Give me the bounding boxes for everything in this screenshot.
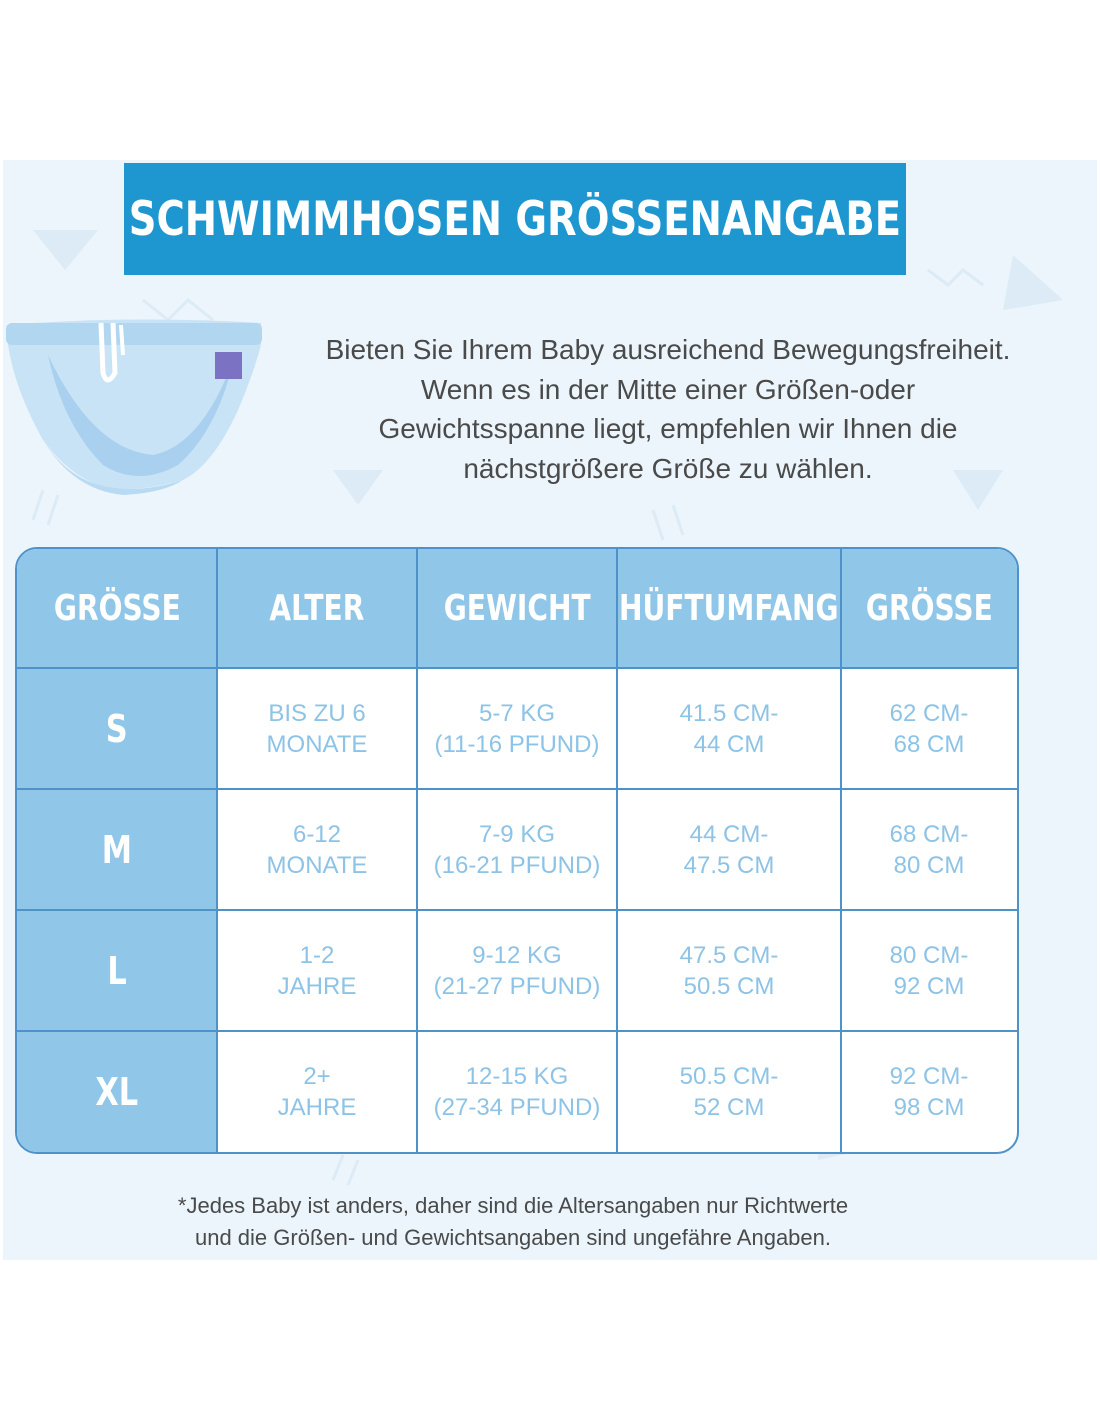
hip-cell: 41.5 CM- 44 CM	[679, 700, 779, 758]
age-cell: 2+ JAHRE	[277, 1063, 357, 1121]
swim-diaper-icon	[3, 315, 268, 495]
intro-line: Bieten Sie Ihrem Baby ausreichend Bewegungsfreiheit.	[325, 334, 1011, 365]
intro-text	[303, 330, 1033, 488]
height-cell: 62 CM- 68 CM	[889, 700, 969, 758]
header-size: GRÖSSE	[53, 587, 181, 629]
grid-line	[616, 549, 618, 1152]
page-title: SCHWIMMHOSEN GRÖSSENANGABE	[128, 191, 902, 247]
weight-cell: 7-9 KG (16-21 PFUND)	[433, 821, 601, 879]
weight-cell: 12-15 KG (27-34 PFUND)	[433, 1063, 601, 1121]
height-cell: 92 CM- 98 CM	[889, 1063, 969, 1121]
grid-line	[17, 667, 1017, 669]
size-label-xl: XL	[17, 1032, 217, 1152]
footnote-line: *Jedes Baby ist anders, daher sind die Altersangaben nur Richtwerte	[177, 1193, 849, 1218]
size-label-l: L	[17, 911, 217, 1031]
grid-line	[416, 549, 418, 1152]
grid-line	[17, 1030, 1017, 1032]
footnote-line: und die Größen- und Gewichtsangaben sind ungefähre Angaben.	[194, 1225, 831, 1250]
hip-cell: 50.5 CM- 52 CM	[679, 1063, 779, 1121]
hip-cell: 44 CM- 47.5 CM	[683, 821, 775, 879]
grid-line	[840, 549, 842, 1152]
grid-line	[216, 549, 218, 1152]
header-weight: GEWICHT	[443, 587, 591, 629]
footnote	[113, 1190, 913, 1254]
height-cell: 68 CM- 80 CM	[889, 821, 969, 879]
grid-line	[17, 788, 1017, 790]
age-cell: 1-2 JAHRE	[277, 942, 357, 1000]
age-cell: 6-12 MONATE	[266, 821, 368, 879]
height-cell: 80 CM- 92 CM	[889, 942, 969, 1000]
intro-line: Wenn es in der Mitte einer Größen-oder	[420, 373, 916, 405]
intro-line: nächstgrößere Größe zu wählen.	[463, 452, 873, 484]
age-cell: BIS ZU 6 MONATE	[266, 700, 368, 758]
weight-cell: 9-12 KG (21-27 PFUND)	[433, 942, 601, 1000]
weight-cell: 5-7 KG (11-16 PFUND)	[434, 700, 600, 758]
size-label-s: S	[17, 669, 217, 789]
size-label-m: M	[17, 790, 217, 910]
size-chart-panel	[3, 160, 1097, 1260]
title-banner	[124, 163, 906, 275]
size-table	[15, 547, 1019, 1154]
intro-line: Gewichtsspanne liegt, empfehlen wir Ihnen die	[378, 413, 958, 444]
hip-cell: 47.5 CM- 50.5 CM	[679, 942, 779, 1000]
grid-line	[17, 909, 1017, 911]
header-hip: HÜFTUMFANG	[619, 587, 839, 629]
header-height: GRÖSSE	[865, 587, 993, 629]
header-age: ALTER	[269, 587, 365, 629]
